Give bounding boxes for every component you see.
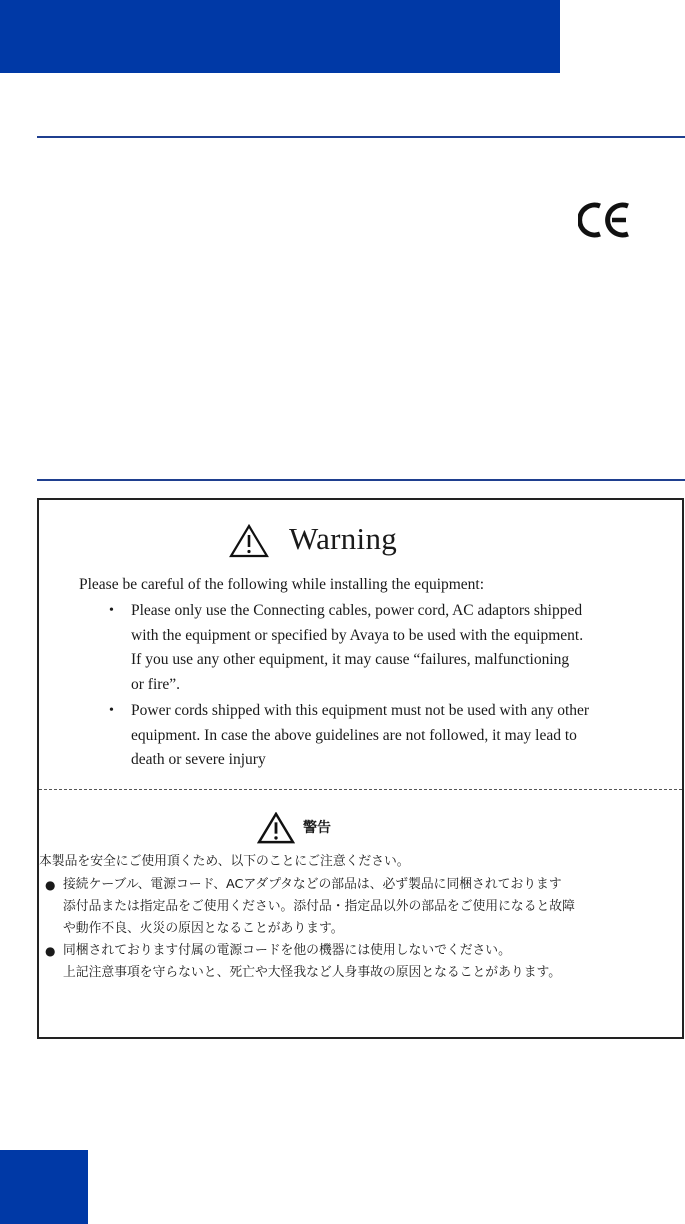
header-band [0,0,560,73]
bullet-line: equipment. In case the above guidelines are not followed, it may lead to [131,726,577,744]
warning-title-row-japanese [39,810,682,850]
language-divider [39,789,682,790]
section-divider-top [37,136,685,138]
warning-list-japanese [45,874,575,984]
bullet-icon: • [109,603,114,618]
bullet-line: Please only use the Connecting cables, power cord, AC adaptors shipped [131,602,583,619]
bullet-line: 添付品または指定品をご使用ください。添付品・指定品以外の部品をご使用になると故障 [63,899,575,914]
warning-intro-english: Please be careful of the following while installing the equipment: [79,576,485,593]
warning-list-english [105,599,665,775]
warning-title: Warning [289,521,398,556]
bullet-line: や動作不良、火災の原因となることがあります。 [63,921,344,936]
bullet-icon: ● [45,944,56,958]
bullet-line: 接続ケーブル、電源コード、ACアダプタなどの部品は、必ず製品に同梱されております [63,877,562,892]
ce-mark-icon [578,200,634,240]
bullet-line: Power cords shipped with this equipment must not be used with any other [131,702,590,719]
bullet-line: If you use any other equipment, it may cause “failures, malfunctioning [131,651,570,668]
bullet-line: 上記注意事項を守らないと、死亡や大怪我など人身事故の原因となることがあります。 [63,965,562,980]
warning-notice-box [37,498,684,1039]
warning-triangle-icon [257,812,295,844]
warning-intro-japanese: 本製品を安全にご使用頂くため、以下のことにご注意ください。 [39,854,410,869]
bullet-line: 同梱されております付属の電源コードを他の機器には使用しないでください。 [63,943,511,958]
list-item [105,699,665,773]
warning-title-row-english [39,520,682,560]
bullet-icon: • [109,703,114,718]
list-item [45,874,575,940]
bullet-line: with the equipment or specified by Avaya to be used with the equipment. [131,626,584,644]
footer-band [0,1150,88,1224]
list-item [45,940,575,984]
bullet-icon: ● [45,878,56,892]
section-divider-bottom [37,479,685,481]
warning-title-japanese: 警告 [303,820,331,836]
bullet-line: or fire”. [131,675,181,693]
bullet-line: death or severe injury [131,751,266,768]
list-item [105,599,665,697]
warning-triangle-icon [229,524,269,558]
